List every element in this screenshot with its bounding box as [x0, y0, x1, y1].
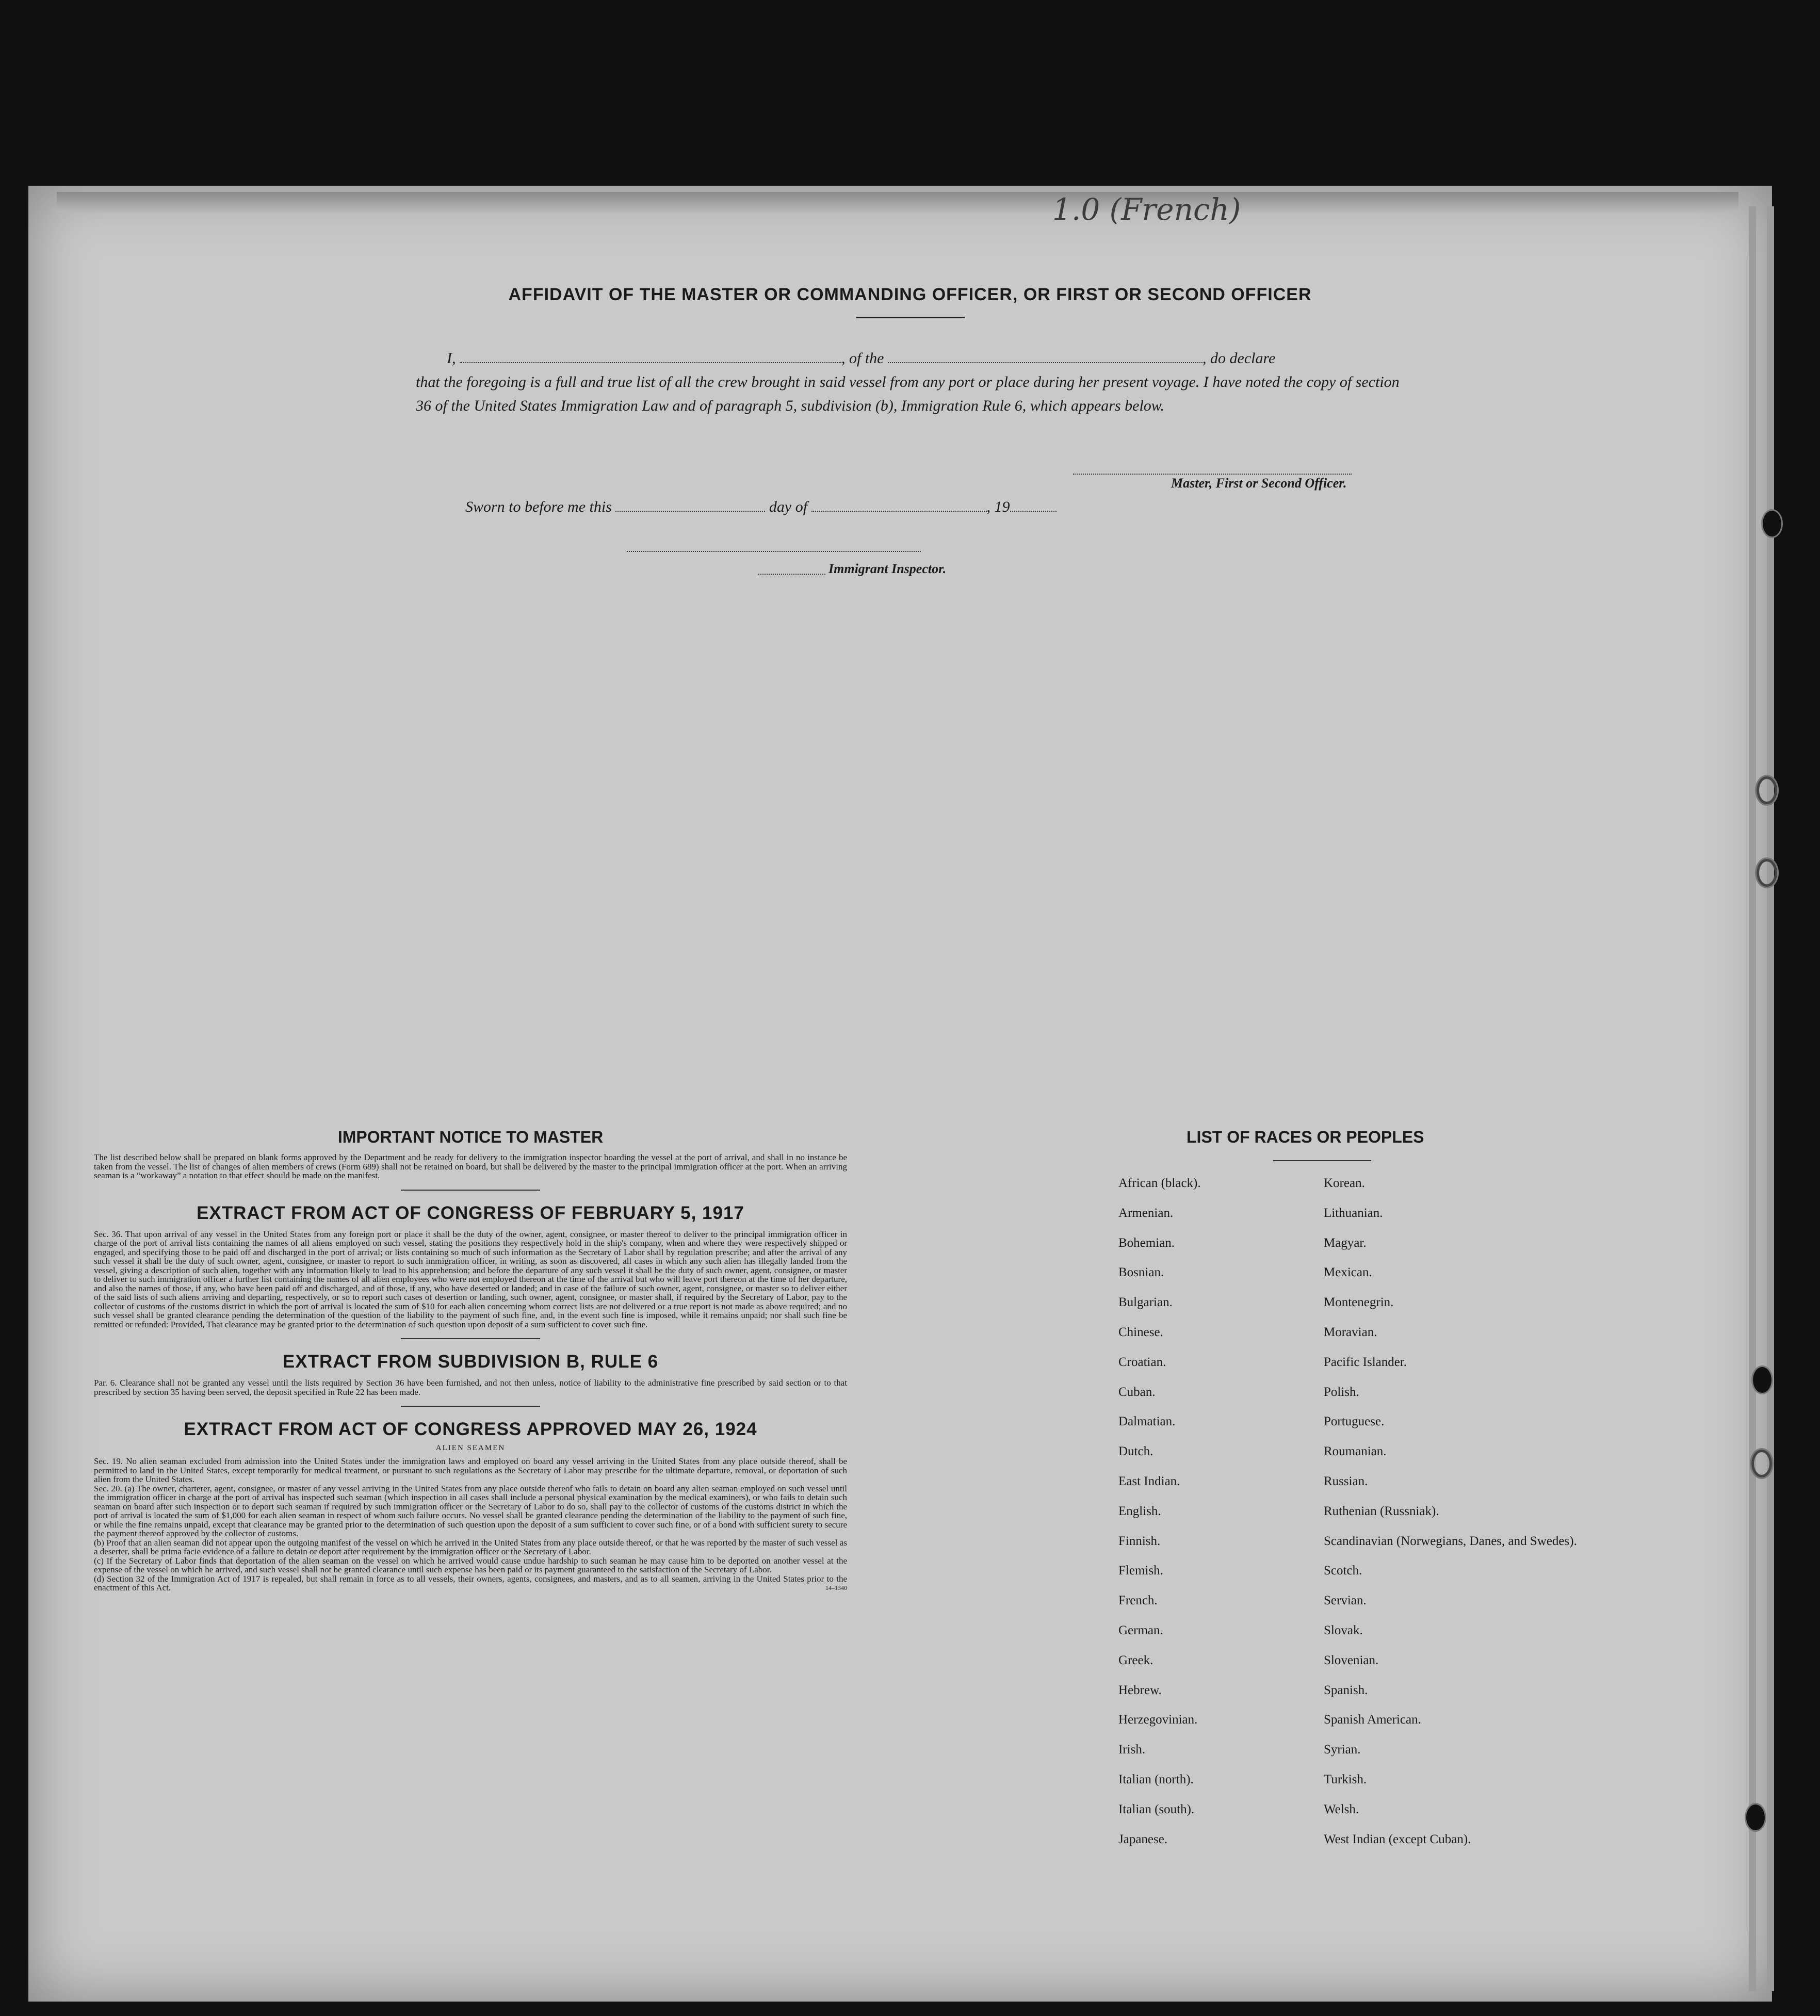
- sworn-month-blank[interactable]: [811, 498, 987, 512]
- race-item: German.: [1118, 1623, 1163, 1637]
- section-20a-text: Sec. 20. (a) The owner, charterer, agent, consignee, or master of any vessel arriving in the United States from any place outside thereof who fails to detain on board any alien seaman employed on such vessel until the immigration officer in charge at the port of arrival has inspected such seaman (which inspection in all cases shall include a personal physical examination by the medical examiners), or who fails to detain such seaman on board after such inspection or to deport such seaman if required by such immigration officer or the Secretary of Labor to do so, shall pay to the collector of customs of the customs district in which the port of arrival is located the sum of $1,000 for each alien seaman in respect of whom such failure occurs. No vessel shall be granted clearance pending the determination of the liability to the payment of such fine, or while the fine remains unpaid, except that clearance may be granted prior to the determination of such question upon the deposit of a sum sufficient to cover such fine, or of a bond with sufficient surety to secure the payment thereof approved by the collector of customs.: [94, 1483, 847, 1538]
- inspector-label: Immigrant Inspector.: [828, 561, 947, 576]
- form-number: 14–1340: [825, 1584, 847, 1591]
- page-right-edge-2: [1767, 206, 1774, 1991]
- race-item: Flemish.: [1118, 1564, 1163, 1578]
- race-item: Bosnian.: [1118, 1265, 1164, 1280]
- notice-text: The list described below shall be prepared on blank forms approved by the Department and be ready for delivery to the immigration inspector boarding the vessel at the port of arrival, and shall in no instance be taken from the vessel. The list of changes of alien members of crews (Form 689) shall not be retained on board, but shall be delivered by the master to the principal immigration officer at the port. When an arriving seaman is a “workaway” a notation to that effect should be made on the manifest.: [94, 1152, 847, 1180]
- section-36-text: Sec. 36. That upon arrival of any vessel in the United States from any foreign port or place it shall be the duty of the owner, agent, consignee, or master thereof to deliver to the principal immigration officer in charge of the port of arrival lists containing the names of all aliens employed on such vessel, stating the positions they respectively hold in the ship's company, when and where they were respectively shipped or engaged, and specifying those to be paid off and discharged in the port of arrival; or lists containing so much of such information as the Secretary of Labor shall by regulation prescribe; and after the arrival of any such vessel it shall be the duty of such owner, agent, consignee, or master to report to such immigration officer, in writing, as soon as discovered, all cases in which any such alien has illegally landed from the vessel, giving a description of such alien, together with any information likely to lead to his apprehension; and before the departure of any such vessel it shall be the duty of such owner, agent, consignee, or master to deliver to such immigration officer a further list containing the names of all alien employees who were not employed thereon at the time of the arrival but who will leave port thereon at the time of her departure, and also the names of those, if any, who have been paid off and discharged, and of those, if any, who have deserted or landed; and in case of the failure of such owner, agent, consignee, or master so to deliver either of the said lists of such aliens arriving and departing, respectively, or so to report such cases of desertion or landing, such owner, agent, consignee, or master shall, if required by the Secretary of Labor, pay to the collector of customs of the customs district in which the port of arrival is located the sum of $10 for each alien concerning whom correct lists are not delivered or a true report is not made as above required; and no such vessel shall be granted clearance pending the determination of the question of the liability to the payment of such fine, and, in the event such fine is imposed, while it remains unpaid; nor shall such fine be remitted or refunded: Provided, That clearance may be granted prior to the determination of such question upon deposit of a sum sufficient to cover such fine.: [94, 1229, 847, 1329]
- inspector-signature-line[interactable]: [627, 551, 921, 552]
- races-column-1: [1118, 1176, 1201, 1862]
- races-title: LIST OF RACES OR PEOPLES: [1187, 1128, 1424, 1146]
- label-of: , of the: [841, 350, 884, 367]
- punch-hole: [1753, 1367, 1772, 1393]
- race-item: Croatian.: [1118, 1355, 1166, 1369]
- affidavit-text: [416, 347, 1401, 418]
- race-item: Spanish.: [1324, 1683, 1368, 1697]
- race-item: Irish.: [1118, 1743, 1146, 1757]
- vessel-blank[interactable]: [888, 350, 1203, 363]
- name-blank[interactable]: [460, 350, 841, 363]
- master-signature-label: Master, First or Second Officer.: [1171, 476, 1347, 491]
- sworn-date-blank[interactable]: [615, 498, 765, 512]
- notice-column: [94, 1128, 847, 1592]
- race-item: Greek.: [1118, 1653, 1153, 1667]
- sworn-line: [465, 498, 1057, 516]
- title-rule: [856, 317, 965, 318]
- alien-seamen-subhead: ALIEN SEAMEN: [435, 1444, 506, 1452]
- label-i: I,: [447, 350, 456, 367]
- race-item: Italian (south).: [1118, 1802, 1195, 1816]
- race-item: Bulgarian.: [1118, 1295, 1173, 1310]
- notice-title: IMPORTANT NOTICE TO MASTER: [337, 1128, 604, 1146]
- race-item: Bohemian.: [1118, 1235, 1175, 1250]
- race-item: Moravian.: [1324, 1325, 1377, 1339]
- race-item: Russian.: [1324, 1474, 1368, 1488]
- race-item: Scandinavian (Norwegians, Danes, and Swedes).: [1324, 1534, 1577, 1548]
- race-item: Magyar.: [1324, 1235, 1367, 1250]
- race-item: Japanese.: [1118, 1832, 1168, 1846]
- section-divider: [401, 1406, 540, 1407]
- race-item: Italian (north).: [1118, 1772, 1194, 1786]
- section-20c-text: (c) If the Secretary of Labor finds that deportation of the alien seaman on the vessel on which he arrived would cause undue hardship to such seaman he may cause him to be deported on another vessel at the expense of the vessel on which he arrived, and such vessel shall not be granted clearance until such expense has been paid or its payment guaranteed to the satisfaction of the Secretary of Labor.: [94, 1555, 847, 1574]
- race-item: Mexican.: [1324, 1265, 1372, 1280]
- section-divider: [401, 1190, 540, 1191]
- race-item: Dalmatian.: [1118, 1415, 1176, 1429]
- section-divider: [401, 1338, 540, 1339]
- affidavit-body: that the foregoing is a full and true list of all the crew brought in said vessel from any port or place during her present voyage. I have noted the copy of section 36 of the United States Immigration Law and of paragraph 5, subdivision (b), Immigration Rule 6, which appears below.: [416, 373, 1400, 414]
- sworn-prefix: Sworn to before me this: [465, 498, 612, 515]
- punch-hole: [1757, 776, 1777, 804]
- page-top-edge: [57, 192, 1738, 213]
- race-item: English.: [1118, 1504, 1161, 1518]
- race-item: Hebrew.: [1118, 1683, 1162, 1697]
- race-item: Lithuanian.: [1324, 1206, 1383, 1220]
- rule-6-text: Par. 6. Clearance shall not be granted any vessel until the lists required by Section 36 have been furnished, and not then unless, notice of liability to the administrative fine prescribed by said section or to that prescribed by section 35 having been served, the deposit specified in Rule 22 has been made.: [94, 1378, 847, 1397]
- race-item: Spanish American.: [1324, 1713, 1421, 1727]
- race-item: Pacific Islander.: [1324, 1355, 1407, 1369]
- punch-hole: [1763, 511, 1781, 536]
- race-item: French.: [1118, 1594, 1158, 1608]
- race-item: Cuban.: [1118, 1385, 1156, 1399]
- race-item: African (black).: [1118, 1176, 1201, 1190]
- declaration-line: [416, 347, 1401, 370]
- sworn-year-label: , 19: [986, 498, 1010, 515]
- race-item: Syrian.: [1324, 1743, 1361, 1757]
- section-20d-text: (d) Section 32 of the Immigration Act of 1917 is repealed, but shall remain in force as to all vessels, their owners, agents, consignees, and masters, and as to all seamen, arriving in the United States prior to the enactment of this Act.: [94, 1573, 847, 1592]
- race-item: Armenian.: [1118, 1206, 1174, 1220]
- race-item: Dutch.: [1118, 1444, 1153, 1459]
- race-item: West Indian (except Cuban).: [1324, 1832, 1471, 1846]
- race-item: Slovak.: [1324, 1623, 1363, 1637]
- punch-hole: [1751, 1450, 1772, 1477]
- race-item: Servian.: [1324, 1594, 1367, 1608]
- page-right-edge: [1749, 206, 1756, 1991]
- rule-6-title: EXTRACT FROM SUBDIVISION B, RULE 6: [282, 1352, 659, 1372]
- race-item: East Indian.: [1118, 1474, 1180, 1488]
- affidavit-title: AFFIDAVIT OF THE MASTER OR COMMANDING OFFICER, OR FIRST OR SECOND OFFICER: [508, 285, 1312, 304]
- punch-hole: [1746, 1804, 1765, 1830]
- races-rule: [1273, 1160, 1371, 1161]
- race-item: Finnish.: [1118, 1534, 1161, 1548]
- race-item: Ruthenian (Russniak).: [1324, 1504, 1439, 1518]
- sworn-day-label: day of: [769, 498, 808, 515]
- section-19-text: Sec. 19. No alien seaman excluded from admission into the United States under the immigration laws and employed on board any vessel arriving in the United States from any place outside thereof, shall be permitted to land in the United States, except temporarily for medical treatment, or pursuant to such regulations as the Secretary of Labor may prescribe for the ultimate departure, removal, or deportation of such alien from the United States.: [94, 1456, 847, 1484]
- extract-1917-title: EXTRACT FROM ACT OF CONGRESS OF FEBRUARY 5, 1917: [197, 1202, 744, 1223]
- race-item: Korean.: [1324, 1176, 1365, 1190]
- race-item: Scotch.: [1324, 1564, 1362, 1578]
- punch-hole: [1757, 859, 1777, 887]
- sworn-year-blank[interactable]: [1010, 498, 1057, 512]
- race-item: Roumanian.: [1324, 1444, 1387, 1459]
- race-item: Welsh.: [1324, 1802, 1359, 1816]
- extract-1924-title: EXTRACT FROM ACT OF CONGRESS APPROVED MAY 26, 1924: [184, 1419, 757, 1439]
- race-item: Herzegovinian.: [1118, 1713, 1198, 1727]
- master-signature-line[interactable]: [1073, 474, 1352, 475]
- races-column-2: [1324, 1176, 1577, 1862]
- label-declare: , do declare: [1203, 350, 1276, 367]
- race-item: Slovenian.: [1324, 1653, 1379, 1667]
- inspector-signature-line-2: [758, 574, 825, 575]
- race-item: Turkish.: [1324, 1772, 1367, 1786]
- handwritten-note: 1.0 (French): [1052, 192, 1241, 227]
- race-item: Portuguese.: [1324, 1415, 1385, 1429]
- race-item: Chinese.: [1118, 1325, 1163, 1339]
- race-item: Montenegrin.: [1324, 1295, 1394, 1310]
- section-20b-text: (b) Proof that an alien seaman did not appear upon the outgoing manifest of the vessel on which he arrived in the United States from any place outside thereof, or that he was reported by the master of such vessel as a deserter, shall be prima facie evidence of a failure to detain or deport after requirement by the immigration officer or the Secretary of Labor.: [94, 1537, 847, 1556]
- race-item: Polish.: [1324, 1385, 1359, 1399]
